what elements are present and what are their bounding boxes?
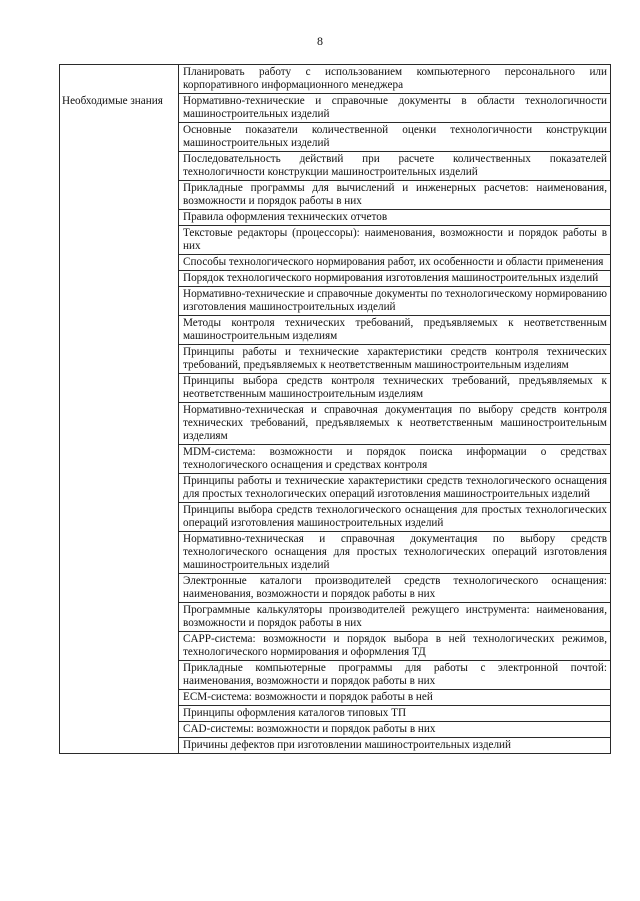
- table-row: [60, 661, 611, 690]
- table-row: [60, 345, 611, 374]
- knowledge-item-cell: [179, 271, 611, 287]
- row-label-cell: [60, 287, 179, 316]
- knowledge-item: Причины дефектов при изготовлении машиностроительных изделий: [183, 739, 512, 751]
- table-row: [60, 445, 611, 474]
- knowledge-item: Порядок технологического нормирования изготовления машиностроительных изделий: [183, 272, 599, 284]
- knowledge-item: Правила оформления технических отчетов: [183, 211, 388, 223]
- section-label: Необходимые знания: [62, 94, 163, 107]
- row-label-cell: [60, 316, 179, 345]
- knowledge-item-cell: [179, 94, 611, 123]
- row-label-cell: [60, 738, 179, 754]
- knowledge-item: Последовательность действий при расчете количественных показателей технологичности конструкции машиностроительных изделий: [183, 153, 607, 178]
- table-row: [60, 374, 611, 403]
- knowledge-item-cell: [179, 226, 611, 255]
- knowledge-item-cell: [179, 632, 611, 661]
- knowledge-item: Нормативно-технические и справочные документы в области технологичности машиностроительных изделий: [183, 95, 607, 120]
- knowledge-item-cell: [179, 403, 611, 445]
- row-label-cell: [60, 722, 179, 738]
- knowledge-item-cell: [179, 210, 611, 226]
- knowledge-item-cell: [179, 574, 611, 603]
- row-label-cell: [60, 603, 179, 632]
- table-row: [60, 181, 611, 210]
- row-label-cell: [60, 403, 179, 445]
- knowledge-item: MDM-система: возможности и порядок поиска информации о средствах технологического оснащения и средствах контроля: [183, 446, 607, 471]
- table-body: [60, 65, 611, 754]
- knowledge-item: Программные калькуляторы производителей режущего инструмента: наименования, возможности и порядок работы в них: [183, 604, 607, 629]
- knowledge-item: Способы технологического нормирования работ, их особенности и области применения: [183, 256, 604, 268]
- table-row: [60, 690, 611, 706]
- knowledge-item-cell: [179, 690, 611, 706]
- knowledge-item: Электронные каталоги производителей средств технологического оснащения: наименования, возможности и порядок работы в них: [183, 575, 607, 600]
- knowledge-item-cell: [179, 603, 611, 632]
- table-row: [60, 210, 611, 226]
- knowledge-item-cell: [179, 123, 611, 152]
- knowledge-item-cell: [179, 503, 611, 532]
- row-label-cell: [60, 632, 179, 661]
- knowledge-item: Нормативно-техническая и справочная документация по выбору средств контроля технических требований, предъявляемых к неответственным машиностроительным изделиям: [183, 404, 607, 442]
- knowledge-item-cell: [179, 661, 611, 690]
- knowledge-item: CAPP-система: возможности и порядок выбора в ней технологических режимов, технологического нормирования и оформления ТД: [183, 633, 607, 658]
- knowledge-item: Прикладные программы для вычислений и инженерных расчетов: наименования, возможности и порядок работы в них: [183, 182, 607, 207]
- table-row: [60, 603, 611, 632]
- knowledge-item-cell: [179, 181, 611, 210]
- row-label-cell: [60, 374, 179, 403]
- table-row: [60, 632, 611, 661]
- row-label-cell: [60, 503, 179, 532]
- row-text-cell: [179, 65, 611, 94]
- table-row: [60, 738, 611, 754]
- row-label-cell: [60, 152, 179, 181]
- knowledge-item: Принципы выбора средств контроля технических требований, предъявляемых к неответственным машиностроительным изделиям: [183, 375, 607, 400]
- knowledge-item-cell: [179, 474, 611, 503]
- row-label-cell: [60, 661, 179, 690]
- row-text: Планировать работу с использованием компьютерного персонального или корпоративного информационного менеджера: [183, 66, 607, 91]
- row-label-cell: [60, 181, 179, 210]
- knowledge-item: Текстовые редакторы (процессоры): наименования, возможности и порядок работы в них: [183, 227, 607, 252]
- knowledge-item-cell: [179, 706, 611, 722]
- knowledge-item-cell: [179, 445, 611, 474]
- table-row: [60, 316, 611, 345]
- row-label-cell: [60, 210, 179, 226]
- table-row: [60, 152, 611, 181]
- knowledge-item: Принципы работы и технические характеристики средств контроля технических требований, предъявляемых к неответственным машиностроительным изделиям: [183, 346, 607, 371]
- knowledge-item: CAD-системы: возможности и порядок работы в них: [183, 723, 436, 735]
- table-row: [60, 271, 611, 287]
- knowledge-item-cell: [179, 345, 611, 374]
- row-label-cell: [60, 255, 179, 271]
- table-row: [60, 503, 611, 532]
- table-row: [60, 532, 611, 574]
- knowledge-item-cell: [179, 316, 611, 345]
- knowledge-item: Принципы оформления каталогов типовых ТП: [183, 707, 407, 719]
- knowledge-item-cell: [179, 287, 611, 316]
- section-label-cell: [60, 94, 179, 123]
- knowledge-item: Нормативно-техническая и справочная документация по выбору средств технологического оснащения для простых технологических операций изготовления машиностроительных изделий: [183, 533, 607, 571]
- table-row: [60, 65, 611, 94]
- table-row: [60, 403, 611, 445]
- knowledge-item-cell: [179, 255, 611, 271]
- knowledge-item: Принципы выбора средств технологического оснащения для простых технологических операций изготовления машиностроительных изделий: [183, 504, 607, 529]
- table-row: [60, 722, 611, 738]
- knowledge-item-cell: [179, 722, 611, 738]
- row-label-cell: [60, 474, 179, 503]
- requirements-table: [59, 64, 611, 754]
- row-label-cell: [60, 123, 179, 152]
- row-label-cell: [60, 226, 179, 255]
- knowledge-item: Методы контроля технических требований, предъявляемых к неответственным машиностроительным изделиям: [183, 317, 607, 342]
- knowledge-item: Принципы работы и технические характеристики средств технологического оснащения для простых технологических операций изготовления машиностроительных изделий: [183, 475, 607, 500]
- knowledge-item: ECM-система: возможности и порядок работы в ней: [183, 691, 433, 703]
- table-row: [60, 94, 611, 123]
- row-label-cell: [60, 271, 179, 287]
- row-label-cell: [60, 574, 179, 603]
- table-row: [60, 287, 611, 316]
- page-number: 8: [317, 34, 323, 48]
- table-row: [60, 255, 611, 271]
- knowledge-item-cell: [179, 374, 611, 403]
- knowledge-item: Основные показатели количественной оценки технологичности конструкции машиностроительных изделий: [183, 124, 607, 149]
- knowledge-item: Нормативно-технические и справочные документы по технологическому нормированию изготовления машиностроительных изделий: [183, 288, 607, 313]
- row-label-cell: [60, 345, 179, 374]
- table-row: [60, 574, 611, 603]
- row-label-cell: [60, 690, 179, 706]
- table-row: [60, 123, 611, 152]
- row-label-cell: [60, 445, 179, 474]
- table-row: [60, 226, 611, 255]
- table-row: [60, 474, 611, 503]
- row-label-cell: [60, 532, 179, 574]
- row-label-cell: [60, 706, 179, 722]
- knowledge-item-cell: [179, 532, 611, 574]
- knowledge-item-cell: [179, 152, 611, 181]
- table-row: [60, 706, 611, 722]
- knowledge-item: Прикладные компьютерные программы для работы с электронной почтой: наименования, возможности и порядок работы в них: [183, 662, 607, 687]
- knowledge-item-cell: [179, 738, 611, 754]
- row-label-cell: [60, 65, 179, 94]
